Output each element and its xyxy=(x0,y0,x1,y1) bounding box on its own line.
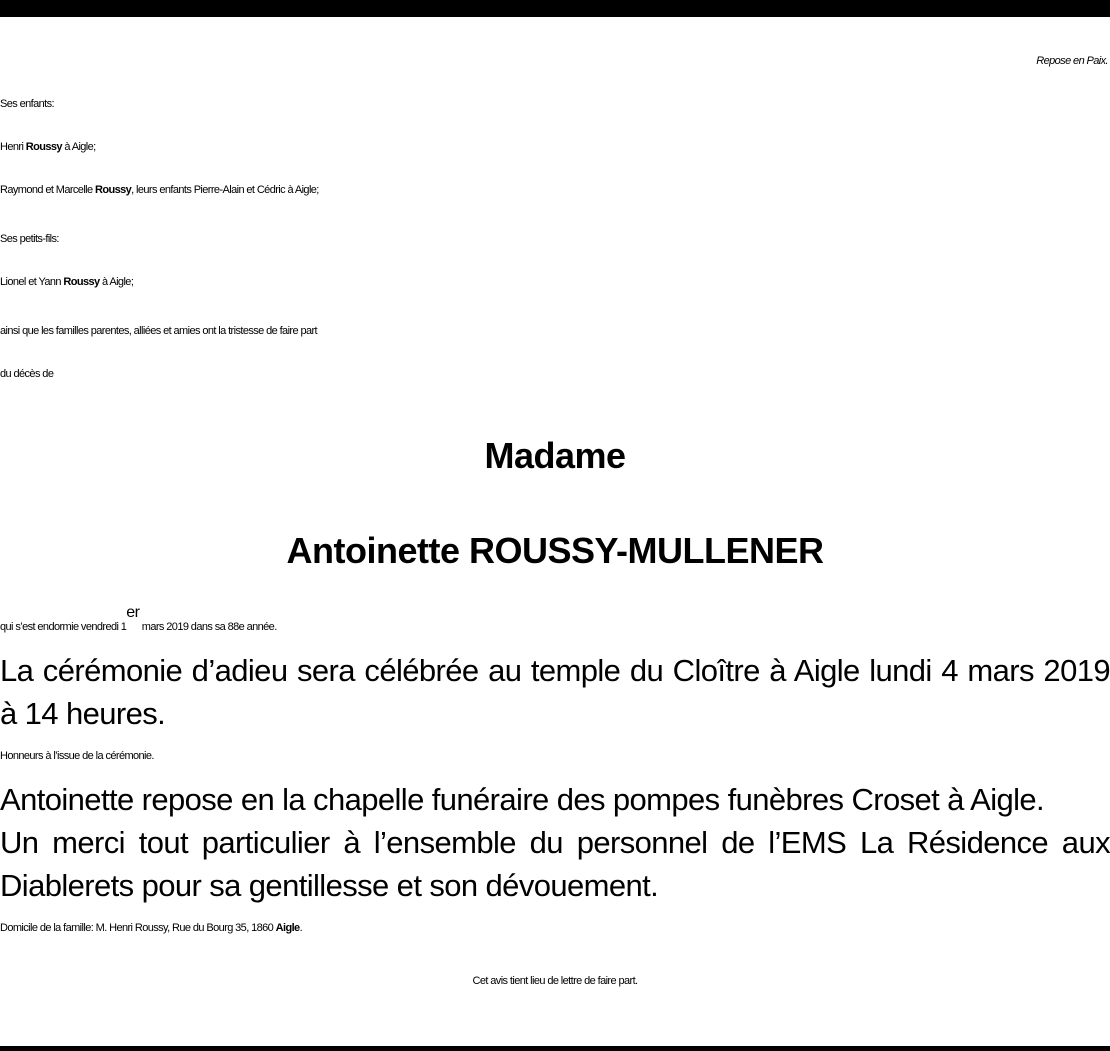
ceremony-text: La cérémonie d’adieu sera célébrée au temple du Cloître à Aigle lundi 4 mars 2019 à 14 heures. xyxy=(0,653,1110,731)
text: mars 2019 dans sa 88e année. xyxy=(139,621,277,633)
surname: Roussy xyxy=(95,184,132,196)
text: Domicile de la famille: M. Henri Roussy, Rue du Bourg 35, 1860 xyxy=(0,922,276,934)
announcement-line: du décès de xyxy=(0,368,54,380)
announcement-line: ainsi que les familles parentes, alliées et amies ont la tristesse de faire part xyxy=(0,325,318,337)
death-line xyxy=(0,606,1110,649)
bottom-rule xyxy=(0,1046,1110,1051)
details-section xyxy=(0,606,1110,950)
text: à Aigle; xyxy=(61,141,96,153)
top-rule xyxy=(0,0,1110,17)
thanks-text: Un merci tout particulier à l’ensemble du personnel de l’EMS La Résidence aux Diablerets pour sa gentillesse et son dévouement. xyxy=(0,825,1110,903)
children-line-raymond xyxy=(0,169,1110,212)
text: . xyxy=(299,922,303,934)
town: Aigle xyxy=(275,922,300,934)
surname: Roussy xyxy=(25,141,62,153)
chapel-text: Antoinette repose en la chapelle funéraire des pompes funèbres Croset à Aigle. xyxy=(0,782,1045,817)
children-line-henri xyxy=(0,126,1110,169)
grandchildren-heading: Ses petits-fils: xyxy=(0,233,59,245)
surname: Roussy xyxy=(63,276,100,288)
deceased-title: Madame xyxy=(484,435,626,476)
text: à Aigle; xyxy=(99,276,134,288)
deceased-name-block xyxy=(0,408,1110,598)
domicile-line xyxy=(0,907,1110,950)
grandchildren-line-lionel xyxy=(0,261,1110,304)
text: qui s’est endormie vendredi 1 xyxy=(0,621,127,633)
deceased-full-name: Antoinette ROUSSY-MULLENER xyxy=(286,530,824,571)
children-section xyxy=(0,83,1110,212)
epitaph: Repose en Paix. xyxy=(1036,55,1108,67)
announcement-section xyxy=(0,310,1110,396)
text: Lionel et Yann xyxy=(0,276,64,288)
ordinal-suffix: er xyxy=(126,604,140,621)
text: Henri xyxy=(0,141,26,153)
text: Raymond et Marcelle xyxy=(0,184,95,196)
grandchildren-section xyxy=(0,218,1110,304)
text: , leurs enfants Pierre-Alain et Cédric à Aigle; xyxy=(131,184,319,196)
honours-text: Honneurs à l’issue de la cérémonie. xyxy=(0,750,154,762)
footer-notice: Cet avis tient lieu de lettre de faire part. xyxy=(472,975,638,987)
children-heading: Ses enfants: xyxy=(0,98,54,110)
obituary-notice xyxy=(0,40,1110,1003)
